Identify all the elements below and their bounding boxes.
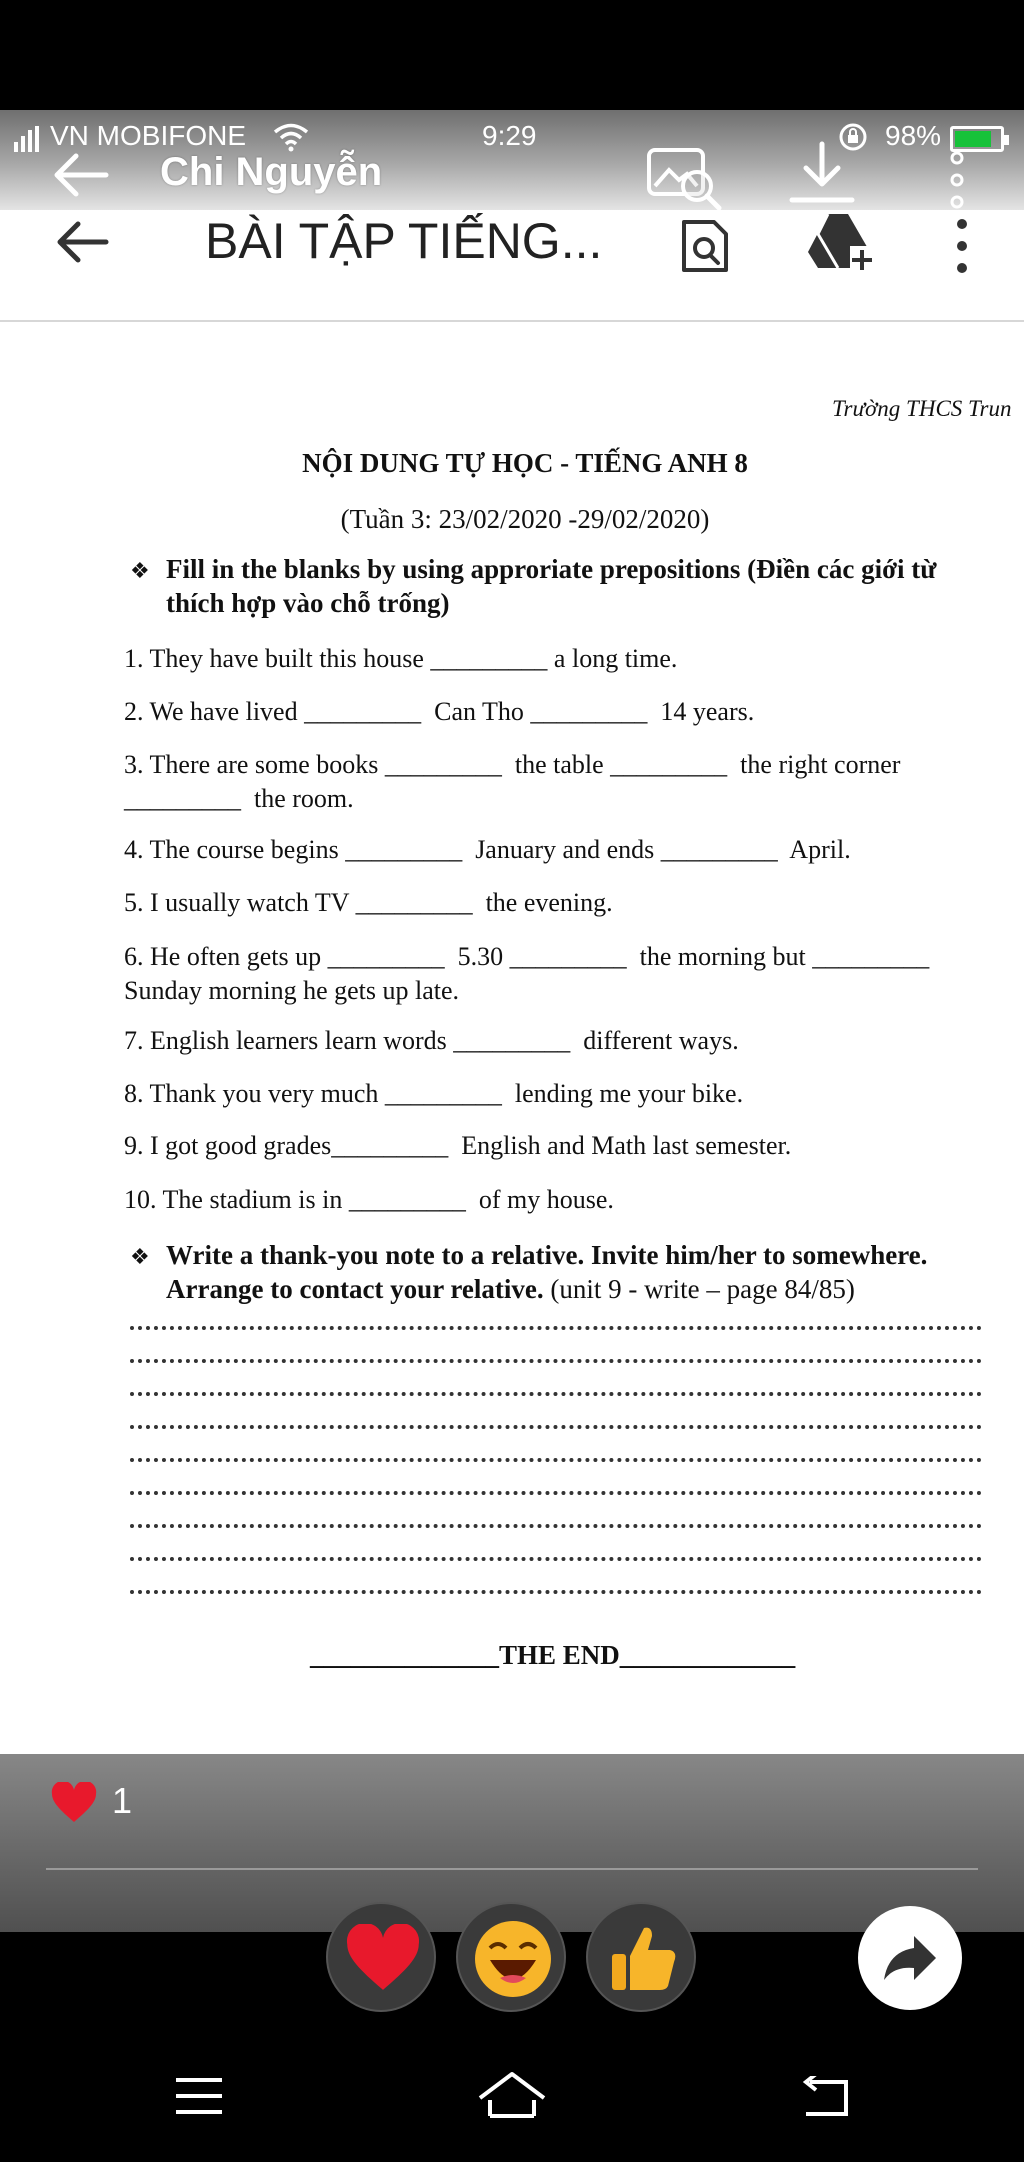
add-to-drive-icon[interactable] [806, 212, 874, 274]
love-reaction-button[interactable] [326, 1902, 436, 2012]
home-nav-icon[interactable] [476, 2070, 548, 2120]
instruction-prepositions: Fill in the blanks by using approriate prepositions (Điền các giới từ thích hợp vào chỗ trống) [166, 554, 937, 618]
more-options-icon[interactable] [950, 218, 974, 274]
carrier-name: VN MOBIFONE [50, 120, 247, 151]
question-10: 10. The stadium is in _________ of my house. [124, 1185, 614, 1214]
overlay-back-arrow-icon[interactable] [50, 150, 110, 200]
clock: 9:29 [482, 120, 537, 151]
question-2: 2. We have lived _________ Can Tho _________ 14 years. [124, 697, 755, 726]
bullet-icon: ❖ [130, 1244, 150, 1269]
document-heading: NỘI DUNG TỰ HỌC - TIẾNG ANH 8 [302, 448, 748, 478]
heart-icon [50, 1782, 98, 1824]
search-document-icon[interactable] [678, 218, 732, 274]
signal-icon [14, 126, 54, 152]
the-end: ______________THE END_____________ [310, 1640, 796, 1670]
instruction-reference: (unit 9 - write – page 84/85) [543, 1274, 855, 1304]
like-count: 1 [112, 1780, 133, 1821]
back-nav-icon[interactable] [796, 2076, 852, 2120]
writing-line [130, 1491, 982, 1495]
writing-line [130, 1326, 982, 1330]
wifi-icon [272, 122, 310, 152]
writing-line [130, 1359, 982, 1363]
menu-nav-icon[interactable] [174, 2076, 224, 2116]
instruction-thank-you-note [166, 1238, 986, 1306]
document-page [0, 322, 1024, 1754]
top-black-band [0, 0, 1024, 110]
image-search-icon[interactable] [645, 146, 723, 210]
laughing-face-icon [472, 1918, 554, 2000]
question-5: 5. I usually watch TV _________ the evening. [124, 888, 613, 917]
battery-icon [950, 126, 1004, 152]
haha-reaction-button[interactable] [456, 1902, 566, 2012]
question-4: 4. The course begins _________ January and ends _________ April. [124, 835, 851, 864]
question-9: 9. I got good grades_________ English and Math last semester. [124, 1131, 792, 1160]
writing-line [130, 1557, 982, 1561]
writing-line [130, 1458, 982, 1462]
heart-icon [344, 1924, 422, 1994]
question-7: 7. English learners learn words _________ different ways. [124, 1026, 739, 1055]
back-arrow-icon[interactable] [52, 212, 112, 272]
week-range: (Tuần 3: 23/02/2020 -29/02/2020) [340, 504, 710, 534]
school-name: Trường THCS Trun [832, 396, 1012, 421]
writing-line [130, 1524, 982, 1528]
document-title: BÀI TẬP TIẾNG... [205, 213, 603, 269]
battery-percent: 98% [885, 120, 942, 151]
instruction-bold: Write a thank-you note to a relative. Invite him/her to somewhere. Arrange to contact your relative. [166, 1240, 928, 1304]
writing-line [130, 1392, 982, 1396]
question-3: 3. There are some books _________ the table _________ the right corner _________ the room. [124, 750, 901, 813]
like-reaction-button[interactable] [586, 1902, 696, 2012]
thumbs-up-icon [606, 1920, 682, 1996]
sender-name: Chi Nguyễn [160, 150, 383, 194]
download-icon[interactable] [786, 140, 858, 208]
status-bar [0, 118, 1024, 158]
writing-line [130, 1590, 982, 1594]
footer-divider [46, 1868, 978, 1870]
share-arrow-icon [880, 1930, 940, 1986]
share-button[interactable] [858, 1906, 962, 2010]
bullet-icon: ❖ [130, 558, 150, 583]
writing-line [130, 1425, 982, 1429]
question-1: 1. They have built this house _________ a long time. [124, 644, 678, 673]
overlay-more-options-icon[interactable] [945, 150, 969, 210]
question-6: 6. He often gets up _________ 5.30 _________ the morning but _________ Sunday morning he gets up late. [124, 942, 930, 1005]
question-8: 8. Thank you very much _________ lending me your bike. [124, 1079, 744, 1108]
